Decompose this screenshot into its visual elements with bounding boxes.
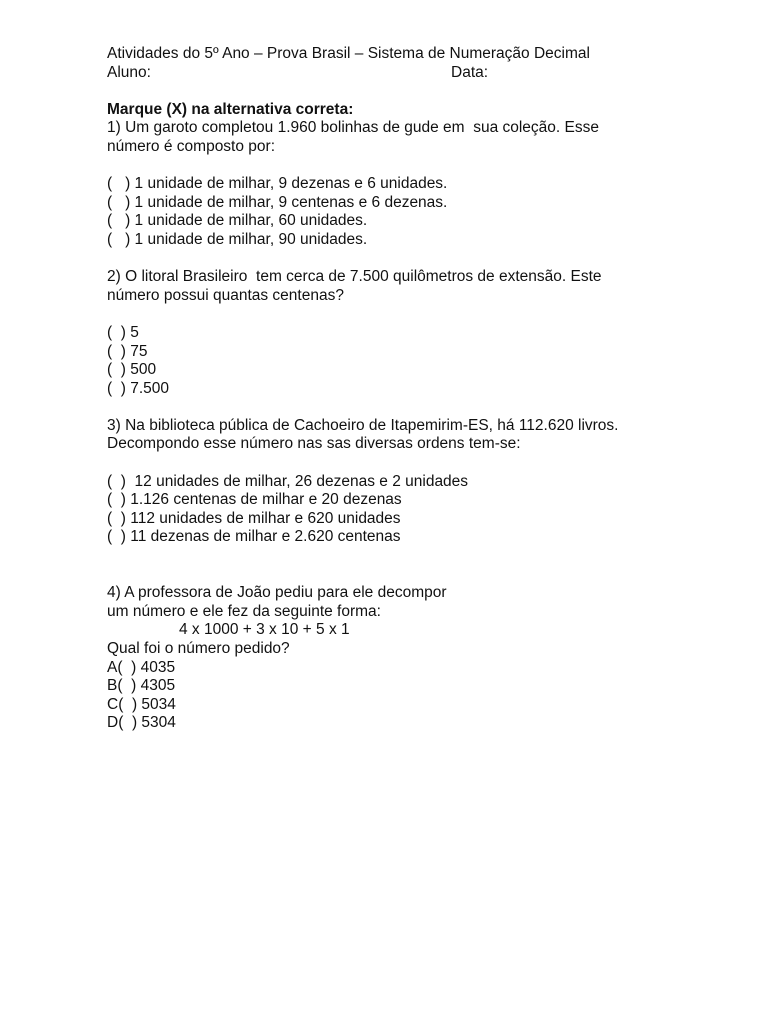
spacer	[107, 305, 707, 324]
question-4-expression: 4 x 1000 + 3 x 10 + 5 x 1	[179, 621, 350, 639]
question-1-option-4[interactable]: ( ) 1 unidade de milhar, 90 unidades.	[107, 230, 368, 248]
question-1-option-1[interactable]: ( ) 1 unidade de milhar, 9 dezenas e 6 unidades.	[107, 175, 448, 193]
spacer	[107, 454, 707, 473]
question-4	[107, 584, 707, 733]
spacer	[107, 250, 707, 269]
question-3-text-line-2: Decompondo esse número nas sas diversas ordens tem-se:	[107, 435, 521, 453]
date-label: Data:	[451, 63, 489, 81]
question-3-option-3[interactable]: ( ) 112 unidades de milhar e 620 unidades	[107, 509, 401, 527]
spacer	[107, 82, 707, 101]
question-2-option-1[interactable]: ( ) 5	[107, 323, 139, 341]
question-3-option-4[interactable]: ( ) 11 dezenas de milhar e 2.620 centenas	[107, 528, 401, 546]
worksheet	[107, 45, 707, 733]
question-4-option-a[interactable]: A( ) 4035	[107, 658, 176, 676]
question-2-text-line-2: número possui quantas centenas?	[107, 286, 344, 304]
spacer	[107, 547, 707, 584]
question-1-text-line-1: 1) Um garoto completou 1.960 bolinhas de gude em sua coleção. Esse	[107, 119, 599, 137]
student-label: Aluno:	[107, 63, 151, 81]
question-1-text-line-2: número é composto por:	[107, 137, 276, 155]
question-2-option-3[interactable]: ( ) 500	[107, 361, 157, 379]
question-2	[107, 268, 707, 398]
question-3-option-2[interactable]: ( ) 1.126 centenas de milhar e 20 dezenas	[107, 491, 402, 509]
question-3-text-line-1: 3) Na biblioteca pública de Cachoeiro de Itapemirim-ES, há 112.620 livros.	[107, 416, 619, 434]
student-date-row	[107, 64, 707, 83]
question-3	[107, 417, 707, 547]
instruction: Marque (X) na alternativa correta:	[107, 100, 354, 118]
question-1-option-2[interactable]: ( ) 1 unidade de milhar, 9 centenas e 6 dezenas.	[107, 193, 448, 211]
question-2-option-2[interactable]: ( ) 75	[107, 342, 148, 360]
question-3-option-1[interactable]: ( ) 12 unidades de milhar, 26 dezenas e 2 unidades	[107, 472, 469, 490]
spacer	[107, 398, 707, 417]
question-4-text-line-1: 4) A professora de João pediu para ele decompor	[107, 584, 447, 602]
spacer	[107, 157, 707, 176]
question-2-option-4[interactable]: ( ) 7.500	[107, 379, 170, 397]
question-4-option-c[interactable]: C( ) 5034	[107, 695, 176, 713]
question-4-text-line-2: um número e ele fez da seguinte forma:	[107, 602, 381, 620]
worksheet-title: Atividades do 5º Ano – Prova Brasil – Sistema de Numeração Decimal	[107, 45, 590, 62]
question-4-prompt: Qual foi o número pedido?	[107, 640, 290, 657]
question-1	[107, 119, 707, 249]
question-2-text-line-1: 2) O litoral Brasileiro tem cerca de 7.500 quilômetros de extensão. Este	[107, 268, 602, 286]
question-1-option-3[interactable]: ( ) 1 unidade de milhar, 60 unidades.	[107, 212, 368, 230]
question-4-option-d[interactable]: D( ) 5304	[107, 714, 176, 732]
question-4-option-b[interactable]: B( ) 4305	[107, 677, 176, 695]
